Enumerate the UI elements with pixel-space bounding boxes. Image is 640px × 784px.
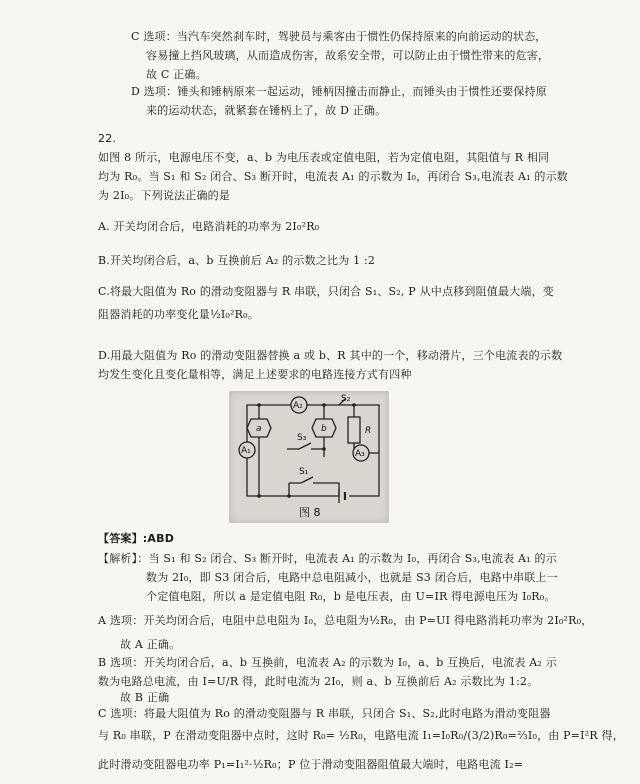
option-c-line-2: 阻器消耗的功率变化量½I₀²R₀。 [98,308,259,321]
explanation-line-1: 【解析】：当 S₁ 和 S₂ 闭合、S₃ 断开时，电流表 A₁ 的示数为 I₀，再闭合 S₃,电流表 A₁ 的示 [98,552,557,565]
option-d-analysis-line-1: D 选项：锤头和锤柄原来一起运动，锤柄因撞击而静止，而锤头由于惯性还要保持原 [131,85,547,98]
explanation-b-line-2: 数为电路总电流，由 I=U/R 得，此时电流为 2I₀，则 a、b 互换前后 A₂ 示数比为 1:2。 [98,675,539,688]
explanation-line-3: 个定值电阻，所以 a 是定值电阻 R₀，b 是电压表，由 U=IR 得电源电压为 I₀R₀。 [146,590,556,603]
element-a-label: a [256,424,262,434]
option-a: A. 开关均闭合后，电路消耗的功率为 2I₀²R₀ [98,220,320,233]
circuit-diagram [229,391,389,523]
option-d-line-1: D.用最大阻值为 Ro 的滑动变阻器替换 a 或 b、R 其中的一个，移动滑片，三个电流表的示数 [98,349,563,362]
figure-caption: 图 8 [299,506,321,519]
ammeter-a1-label: A₁ [241,446,251,456]
explanation-c-line-2: 与 R₀ 串联，P 在滑动变阻器中点时，这时 R₀= ½R₀，电路电流 I₁=I₀R₀/(3/2)R₀=⅔I₀，由 P=I²R 得， [98,729,624,742]
explanation-b-line-3: 故 B 正确 [120,691,170,704]
explanation-b-line-1: B 选项：开关均闭合后，a、b 互换前，电流表 A₂ 的示数为 I₀，a、b 互换后，电流表 A₂ 示 [98,656,557,669]
circuit-figure [229,391,389,523]
switch-s2-label: S₂ [341,394,351,404]
explanation-line-2: 数为 2I₀，即 S3 闭合后，电路中总电阻减小，也就是 S3 闭合后，电路中串联上一 [146,571,558,584]
option-c-line-1: C.将最大阻值为 Ro 的滑动变阻器与 R 串联，只闭合 S₁、S₂, P 从中点移到阻值最大端，变 [98,285,554,298]
option-d-analysis-line-2: 来的运动状态，就紧套在锤柄上了，故 D 正确。 [146,104,387,117]
explanation-c-line-3: 此时滑动变阻器电功率 P₁=I₁²·½R₀；P 位于滑动变阻器阻值最大端时，电路电流 I₂= [98,758,524,771]
ammeter-a2-label: A₂ [293,401,303,411]
explanation-a-line-1: A 选项：开关均闭合后，电阻中总电阻为 I₀，总电阻为½R₀，由 P=UI 得电路消耗功率为 2I₀²R₀， [98,614,593,627]
answer-line: 【答案】:ABD [98,532,175,545]
question-stem-line-1: 如图 8 所示，电源电压不变，a、b 为电压表或定值电阻，若为定值电阻，其阻值与 R 相同 [98,151,550,164]
explanation-a-line-2: 故 A 正确。 [120,638,181,651]
option-c-analysis-line-2: 容易撞上挡风玻璃，从而造成伤害，故系安全带，可以防止由于惯性带来的危害， [146,49,550,62]
resistor-r-label: R [365,426,372,436]
element-b-label: b [321,424,327,434]
explanation-c-line-1: C 选项：将最大阻值为 Ro 的滑动变阻器与 R 串联，只闭合 S₁、S₂,此时电路为滑动变阻器 [98,707,551,720]
question-stem-line-3: 为 2I₀。下列说法正确的是 [98,189,231,202]
question-number: 22. [98,132,117,145]
option-c-analysis-line-1: C 选项：当汽车突然刹车时，驾驶员与乘客由于惯性仍保持原来的向前运动的状态， [131,30,547,43]
switch-s1-label: S₁ [299,467,309,477]
option-d-line-2: 均发生变化且变化量相等，满足上述要求的电路连接方式有四种 [98,368,412,381]
ammeter-a3-label: A₃ [355,449,365,459]
question-stem-line-2: 均为 R₀。当 S₁ 和 S₂ 闭合、S₃ 断开时，电流表 A₁ 的示数为 I₀，再闭合 S₃,电流表 A₁ 的示数 [98,170,568,183]
option-c-analysis-line-3: 故 C 正确。 [146,68,207,81]
option-b: B.开关均闭合后，a、b 互换前后 A₂ 的示数之比为 1 :2 [98,254,376,267]
switch-s3-label: S₃ [297,433,307,443]
